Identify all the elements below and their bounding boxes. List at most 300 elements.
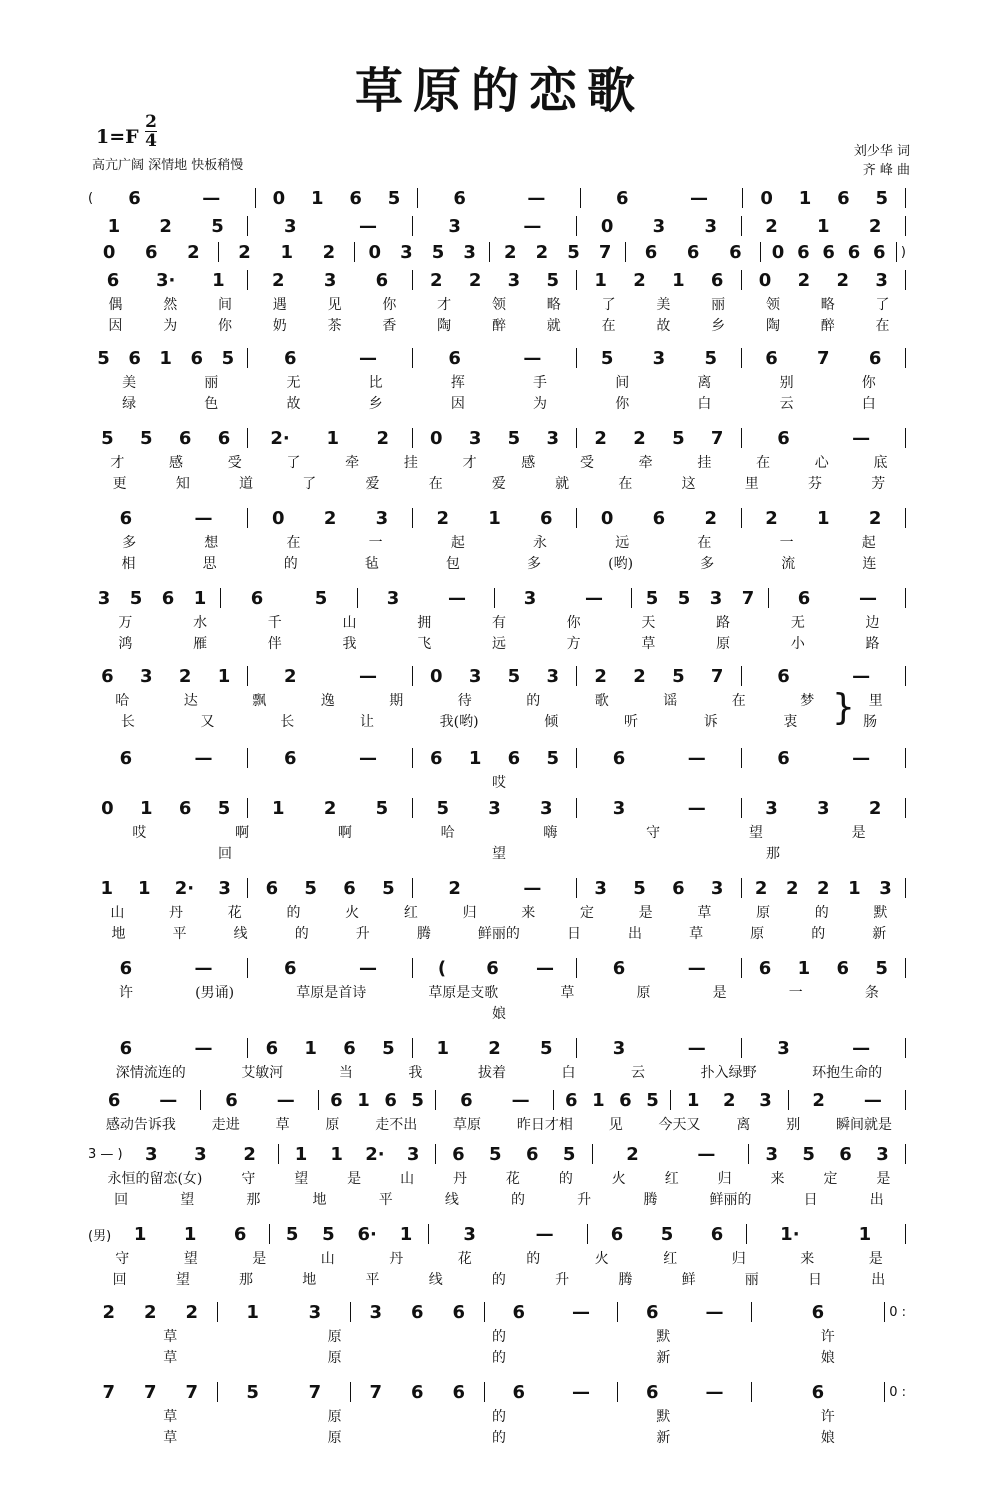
note: —: [571, 1381, 590, 1403]
note: 3: [765, 797, 778, 819]
lyric-syllable: 望: [492, 846, 506, 862]
measure: [622, 1302, 747, 1323]
lyric-syllable: 是: [347, 1171, 362, 1187]
lyric-group: [88, 1114, 910, 1134]
note: 7: [598, 241, 612, 263]
lyric-syllable: 茶: [327, 318, 342, 334]
lyric-syllable: 无: [286, 375, 301, 391]
note: 1: [326, 427, 340, 449]
lyric-line: [88, 393, 910, 413]
note: 3: [97, 587, 111, 609]
lyric-syllable: 偶: [108, 297, 123, 313]
lyric-syllable: 线: [428, 1272, 443, 1288]
lyric-syllable: 回: [218, 846, 232, 862]
bar-line: [741, 1038, 742, 1058]
lyric-syllable: 香: [382, 318, 397, 334]
note: 0: [600, 215, 614, 237]
note: —: [358, 665, 377, 687]
bar-line: [576, 666, 577, 686]
lyric-syllable: 啊: [235, 825, 250, 841]
note: 6: [612, 747, 626, 769]
note: 6: [106, 269, 120, 291]
lyric-syllable: 的: [526, 693, 541, 709]
lyric-line: [88, 772, 910, 792]
note: —: [527, 187, 546, 209]
lyric-syllable: 万: [118, 615, 133, 631]
lyric-group: [88, 1326, 910, 1346]
lyric-syllable: 达: [183, 693, 198, 709]
bar-line: [412, 216, 413, 236]
lyric-syllable: 一: [779, 535, 794, 551]
note: 6: [811, 1381, 825, 1403]
bar-line: [746, 1224, 747, 1244]
bar-line: [350, 1302, 351, 1322]
note: 0: [102, 241, 116, 263]
bar-line: [435, 1144, 436, 1164]
lyric-syllable: 嗨: [543, 825, 558, 841]
lyric-syllable: 草: [163, 1409, 178, 1425]
lyric-syllable: 牵: [345, 455, 360, 471]
notation-row: [88, 346, 910, 370]
note: 5: [567, 241, 580, 263]
row-prefix: (男): [88, 1228, 112, 1244]
note: 6: [525, 1143, 539, 1165]
note: 6: [610, 1223, 624, 1245]
lyric-syllable: 许: [119, 985, 134, 1001]
bar-line: [905, 508, 906, 528]
note: —: [523, 215, 542, 237]
measure: [581, 958, 736, 979]
note: 6: [429, 747, 443, 769]
lyric-syllable: 的: [491, 1329, 506, 1345]
lyric-syllable: 你: [382, 297, 397, 313]
row-suffix: ): [900, 244, 906, 260]
lyric-syllable: 草: [163, 1350, 178, 1366]
lyric-syllable: 丽: [204, 375, 219, 391]
lyric-syllable: 心: [814, 455, 829, 471]
note: 3: [777, 1037, 790, 1059]
note: 2: [102, 1301, 116, 1323]
bar-line: [247, 748, 248, 768]
notation-row: [88, 746, 910, 770]
note: 1: [133, 1223, 147, 1245]
lyric-syllable: 的: [491, 1430, 506, 1446]
note: 5: [211, 215, 224, 237]
lyric-syllable: 升: [577, 1192, 592, 1208]
lyric-syllable: 深情流连的: [115, 1065, 186, 1081]
lyric-group: [88, 923, 910, 943]
lyric-syllable: 丹: [453, 1171, 467, 1187]
lyric-line: [88, 1248, 910, 1268]
notation-row: [88, 186, 910, 210]
note: 1: [797, 957, 811, 979]
lyric-syllable: 腾: [416, 926, 431, 942]
lyric-group: [88, 294, 910, 314]
lyric-syllable: 是: [868, 1251, 883, 1267]
time-signature-top: 2: [145, 112, 157, 132]
note: 3: [546, 665, 560, 687]
lyric-group: [88, 612, 910, 632]
note: —: [194, 1037, 213, 1059]
note: 6: [119, 747, 133, 769]
note: 1: [280, 241, 293, 263]
note: 1: [294, 1143, 308, 1165]
lyric-syllable: 在: [601, 318, 616, 334]
lyric-syllable: 啊: [337, 825, 352, 841]
note: 5: [246, 1381, 259, 1403]
note: 6: [283, 747, 297, 769]
lyric-syllable: 故: [656, 318, 671, 334]
note: 3: [375, 507, 389, 529]
measure: [355, 1302, 480, 1323]
bar-line: [625, 242, 626, 262]
bar-line: [412, 798, 413, 818]
lyric-syllable: 爱: [491, 476, 506, 492]
lyric-group: [88, 982, 910, 1002]
measure: [765, 242, 891, 263]
bar-line: [905, 1090, 906, 1110]
lyric-syllable: 雁: [193, 636, 208, 652]
note: 5: [672, 665, 685, 687]
lyric-syllable: 故: [286, 396, 301, 412]
lyric-syllable: 花: [457, 1251, 472, 1267]
note: 1: [594, 269, 607, 291]
lyric-group: [88, 1189, 910, 1209]
measure: [751, 1224, 901, 1245]
bar-line: [905, 958, 906, 978]
bar-line: [417, 188, 418, 208]
lyric-syllable: 飘: [252, 693, 267, 709]
note: 1: [357, 1089, 370, 1111]
note: (: [437, 957, 447, 979]
measure: [88, 270, 243, 291]
notation-row: [88, 586, 910, 610]
lyric-syllable: 间: [615, 375, 630, 391]
lyric-syllable: 草: [689, 926, 704, 942]
bar-line: [751, 1302, 752, 1322]
lyric-syllable: 挂: [403, 455, 418, 471]
bar-line: [484, 1302, 485, 1322]
note: —: [202, 187, 221, 209]
note: 3: [546, 427, 560, 449]
note: 3: [194, 1143, 207, 1165]
note: 2: [765, 215, 778, 237]
lyric-syllable: 平: [172, 926, 187, 942]
lyric-syllable: 倾: [544, 714, 559, 730]
note: 1: [399, 1223, 413, 1245]
lyric-group: [88, 1427, 910, 1447]
lyric-syllable: 白: [561, 1065, 576, 1081]
lyric-syllable: 原: [327, 1350, 342, 1366]
bar-line: [412, 958, 413, 978]
note: 3: [876, 1143, 889, 1165]
bar-line: [768, 588, 769, 608]
note: 2: [159, 215, 172, 237]
lyric-syllable: 的: [526, 1251, 541, 1267]
measure: [252, 508, 407, 529]
bar-line: [350, 1382, 351, 1402]
bar-line: [617, 1302, 618, 1322]
lyric-syllable: 鲜丽的: [477, 926, 520, 942]
lyric-syllable: 受: [227, 455, 242, 471]
lyric-syllable: 待: [457, 693, 472, 709]
note: 6: [710, 269, 724, 291]
bar-line: [412, 878, 413, 898]
measure: [260, 188, 414, 209]
lyric-group: [88, 711, 910, 731]
lyric-syllable: 牵: [638, 455, 653, 471]
lyric-syllable: 山: [320, 1251, 335, 1267]
bar-line: [884, 1382, 885, 1402]
note: 3: [463, 1223, 476, 1245]
lyric-group: [88, 553, 910, 573]
lyric-syllable: 永恒的留恋(女): [107, 1171, 203, 1187]
note: 2: [503, 241, 517, 263]
notation-row: [88, 506, 910, 530]
note: 1: [817, 215, 830, 237]
lyric-group: [88, 822, 910, 842]
lyric-syllable: 红: [403, 905, 418, 921]
lyric-syllable: 原: [327, 1409, 342, 1425]
notation-row: [88, 1036, 910, 1060]
measure: [558, 1090, 666, 1111]
lyric-syllable: 陶: [437, 318, 452, 334]
lyric-group: [88, 315, 910, 335]
lyric-syllable: 升: [355, 926, 370, 942]
note: —: [687, 1037, 706, 1059]
bar-line: [905, 216, 906, 236]
lyric-syllable: 地: [111, 926, 126, 942]
bar-line: [412, 348, 413, 368]
bar-line: [247, 666, 248, 686]
measure: [494, 242, 620, 263]
note: 6: [797, 587, 811, 609]
note: 2: [376, 427, 390, 449]
note: 6: [452, 1143, 465, 1165]
measure: [274, 1224, 424, 1245]
lyric-group: [88, 690, 910, 710]
bar-line: [580, 188, 581, 208]
notation-row: [88, 426, 910, 450]
bar-line: [741, 798, 742, 818]
note: 3: [323, 269, 337, 291]
note: 2: [468, 269, 482, 291]
lyric-group: [88, 1248, 910, 1268]
measure: [88, 216, 243, 237]
lyric-line: [88, 1114, 910, 1134]
note: 2: [535, 241, 549, 263]
note: 1: [217, 665, 231, 687]
note: 3: [523, 587, 537, 609]
lyric-syllable: 那: [766, 846, 780, 862]
note: 6: [217, 427, 231, 449]
note: 6: [645, 1381, 659, 1403]
note: 3: [875, 269, 888, 291]
note: 3: [594, 877, 607, 899]
measure: [252, 1038, 407, 1059]
measure: [97, 188, 251, 209]
measure: [115, 1224, 265, 1245]
measure: [88, 1090, 196, 1111]
lyric-syllable: 手: [533, 375, 548, 391]
lyric-syllable: 默: [656, 1329, 671, 1345]
lyric-syllable: 白: [861, 396, 876, 412]
note: 2: [633, 665, 646, 687]
note: 5: [431, 241, 445, 263]
composer: 齐 峰 曲: [862, 163, 910, 178]
note: 2: [187, 241, 200, 263]
lyric-syllable: 是: [638, 905, 653, 921]
lyric-syllable: 草原: [453, 1117, 482, 1133]
measure: [88, 1382, 213, 1403]
lyric-syllable: 的: [283, 556, 298, 572]
bar-line: [905, 270, 906, 290]
bar-line: [741, 508, 742, 528]
lyric-syllable: 小: [790, 636, 805, 652]
notation-row: [88, 214, 910, 238]
note: 2: [448, 877, 461, 899]
note: 2: [868, 507, 882, 529]
lyric-line: [88, 1189, 910, 1209]
note: —: [859, 587, 877, 609]
bar-line: [576, 428, 577, 448]
lyric-group: [88, 1269, 910, 1289]
note: 3: [612, 797, 626, 819]
measure: [417, 798, 572, 819]
note: —: [276, 1089, 295, 1111]
bar-line: [247, 216, 248, 236]
note: 6: [178, 797, 192, 819]
lyric-syllable: 见: [327, 297, 342, 313]
bar-line: [905, 748, 906, 768]
lyric-syllable: 草原是首诗: [296, 985, 367, 1001]
note: —: [358, 347, 377, 369]
lyric-syllable: 那: [239, 1272, 254, 1288]
lyric-syllable: 的: [814, 905, 829, 921]
bar-line: [741, 666, 742, 686]
note: 2: [594, 665, 607, 687]
lyric-group: [88, 1003, 910, 1023]
note: 3: [652, 215, 666, 237]
notation-row: [88, 1300, 910, 1324]
bar-line: [576, 270, 577, 290]
lyric-syllable: 起: [450, 535, 465, 551]
lyric-line: [88, 473, 910, 493]
measure: [636, 588, 764, 609]
note: 1: [272, 797, 285, 819]
note: 0: [760, 187, 773, 209]
note: 5: [546, 269, 560, 291]
lyric-syllable: 鲜: [681, 1272, 696, 1288]
lyric-syllable: 火: [611, 1171, 626, 1187]
note: 6: [486, 957, 499, 979]
lyric-syllable: 日: [808, 1272, 823, 1288]
note: —: [705, 1301, 724, 1323]
lyric-syllable: 望: [294, 1171, 309, 1187]
lyric-line: [88, 452, 910, 472]
lyric-syllable: 我: [408, 1065, 423, 1081]
measure: [252, 348, 407, 369]
note: 3: [144, 1143, 158, 1165]
bar-line: [748, 1144, 749, 1164]
lyric-syllable: 草原是支歌: [428, 985, 499, 1001]
note: 1: [100, 877, 114, 899]
note: —: [571, 1301, 590, 1323]
note: —: [523, 877, 542, 899]
note: 7: [185, 1381, 199, 1403]
note: 6: [330, 1089, 343, 1111]
note: 0: [771, 241, 785, 263]
lyric-syllable: 的: [811, 926, 826, 942]
lyric-syllable: 出: [628, 926, 643, 942]
lyric-syllable: 你: [861, 375, 876, 391]
lyric-line: [88, 1427, 910, 1447]
lyric-syllable: 守: [646, 825, 661, 841]
bar-line: [587, 1224, 588, 1244]
lyric-syllable: 红: [663, 1251, 678, 1267]
note: —: [523, 347, 542, 369]
bar-line: [592, 1144, 593, 1164]
lyric-syllable: 离: [697, 375, 712, 391]
note: 5: [304, 877, 317, 899]
note: 5: [507, 665, 521, 687]
lyric-syllable: 原: [750, 926, 765, 942]
lyric-syllable: 原: [636, 985, 651, 1001]
bar-line: [905, 798, 906, 818]
note: 1: [436, 1037, 449, 1059]
lyric-syllable: 回: [112, 1272, 127, 1288]
bar-line: [278, 1144, 279, 1164]
time-signature: [145, 114, 157, 149]
lyric-syllable: 才: [110, 455, 125, 471]
lyric-syllable: 草: [641, 636, 656, 652]
note: 0: [429, 665, 443, 687]
note: —: [852, 1037, 871, 1059]
lyric-syllable: 起: [861, 535, 876, 551]
lyric-syllable: 来: [521, 905, 536, 921]
measure: [756, 1302, 881, 1323]
bar-line: [354, 242, 355, 262]
measure: [746, 878, 901, 899]
lyric-syllable: 一: [368, 535, 383, 551]
note: 5: [540, 1037, 553, 1059]
note: 2: [626, 1143, 639, 1165]
lyric-line: [88, 711, 910, 731]
lyric-syllable: 乡: [711, 318, 726, 334]
lyric-syllable: 来: [770, 1171, 785, 1187]
measure: [417, 508, 572, 529]
lyric-syllable: 腾: [618, 1272, 633, 1288]
measure: [88, 348, 243, 369]
note: 6: [729, 241, 742, 263]
bar-line: [576, 878, 577, 898]
lyric-syllable: 里: [868, 693, 883, 709]
lyric-line: [88, 612, 910, 632]
lyric-syllable: 环抱生命的: [812, 1065, 883, 1081]
lyric-syllable: 里: [744, 476, 759, 492]
lyric-syllable: 多: [700, 556, 715, 572]
note: 0: [272, 187, 286, 209]
credits: [854, 142, 910, 180]
lyric-syllable: 才: [437, 297, 452, 313]
lyric-syllable: 娘: [820, 1430, 835, 1446]
measure: [88, 878, 243, 899]
bar-line: [494, 588, 495, 608]
bar-line: [741, 270, 742, 290]
note: 2: [238, 241, 251, 263]
lyric-syllable: 永: [533, 535, 548, 551]
notation-row: [88, 268, 910, 292]
